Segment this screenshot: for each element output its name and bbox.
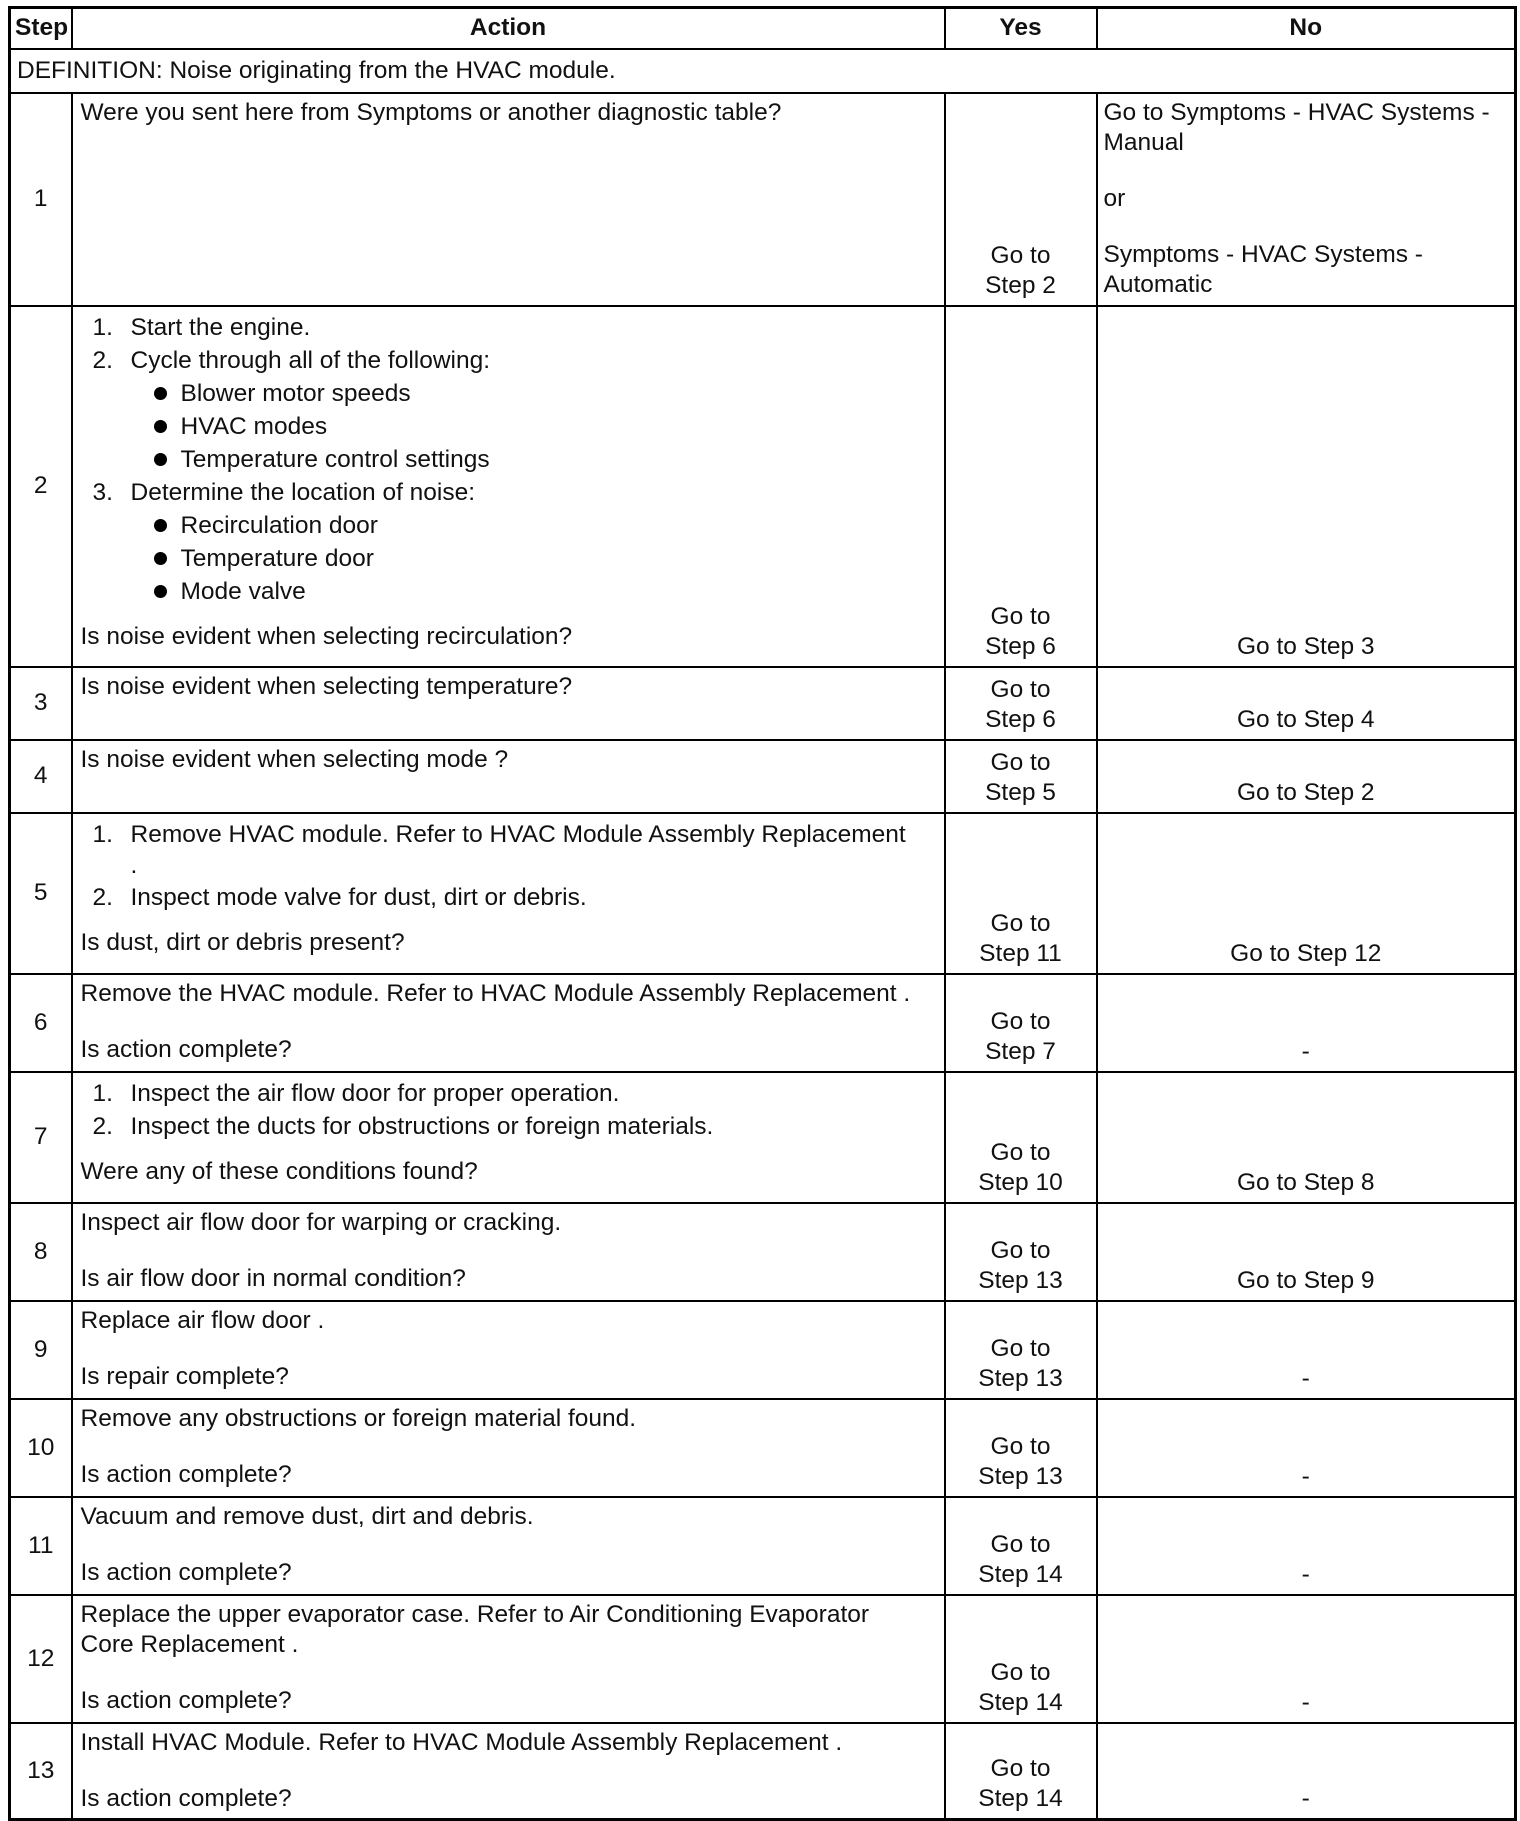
step-number: 4 <box>10 740 72 813</box>
action-question: Is dust, dirt or debris present? <box>80 928 405 956</box>
no-cell: Go to Step 9 <box>1097 1203 1516 1301</box>
step-number: 11 <box>10 1497 72 1595</box>
header-row <box>10 8 1516 49</box>
table-row <box>10 93 1516 306</box>
action-question: Is noise evident when selecting temperature? <box>72 667 945 740</box>
yes-cell <box>945 813 1097 974</box>
list-item: 2. Inspect the ducts for obstructions or foreign materials. <box>92 1112 714 1140</box>
yes-cell <box>945 974 1097 1072</box>
no-cell: - <box>1097 974 1516 1072</box>
no-line-2: or <box>1103 184 1126 212</box>
action-question: Is noise evident when selecting mode ? <box>72 740 945 813</box>
yes-line-1: Go to <box>990 602 1051 630</box>
step-number: 8 <box>10 1203 72 1301</box>
step-number: 6 <box>10 974 72 1072</box>
step-number: 12 <box>10 1595 72 1723</box>
yes-cell <box>945 1723 1097 1820</box>
no-cell: Go to Step 12 <box>1097 813 1516 974</box>
action-list <box>81 818 936 851</box>
action-text: Inspect air flow door for warping or cracking. <box>80 1208 562 1236</box>
yes-line-1: Go to <box>990 1138 1051 1166</box>
action-question: Is action complete? <box>80 1558 292 1586</box>
yes-line-2: Step 5 <box>985 778 1056 806</box>
list-item: 2. Cycle through all of the following: Blower motor speeds HVAC modes Temperature control settings <box>81 344 936 476</box>
action-cell <box>72 1399 945 1497</box>
action-question: Is action complete? <box>80 1460 292 1488</box>
action-cell <box>72 974 945 1072</box>
yes-cell <box>945 1497 1097 1595</box>
action-text: Install HVAC Module. Refer to HVAC Module Assembly Replacement . <box>80 1728 843 1756</box>
yes-cell <box>945 1595 1097 1723</box>
table-row <box>10 740 1516 813</box>
yes-line-1: Go to <box>990 748 1051 776</box>
action-cell <box>72 93 945 306</box>
list-item: 2. Inspect mode valve for dust, dirt or debris. <box>92 883 587 911</box>
yes-line-2: Step 13 <box>978 1364 1063 1392</box>
table-row <box>10 1497 1516 1595</box>
action-text: Replace air flow door . <box>80 1306 325 1334</box>
bullet-list <box>131 509 936 608</box>
action-cell <box>72 1723 945 1820</box>
table-row <box>10 1723 1516 1820</box>
yes-line-2: Step 11 <box>979 939 1062 967</box>
list-item-continuation: . <box>130 851 138 879</box>
yes-line-1: Go to <box>990 1007 1051 1035</box>
step-number: 3 <box>10 667 72 740</box>
list-item: 3. Determine the location of noise: Recirculation door Temperature door Mode valve <box>81 476 936 608</box>
no-cell: - <box>1097 1497 1516 1595</box>
no-cell: Go to Step 8 <box>1097 1072 1516 1203</box>
action-question: Is air flow door in normal condition? <box>80 1264 466 1292</box>
yes-line-2: Step 2 <box>985 271 1056 299</box>
action-cell <box>72 1301 945 1399</box>
yes-line-1: Go to <box>990 1236 1051 1264</box>
yes-cell <box>945 1072 1097 1203</box>
action-text: Replace the upper evaporator case. Refer to Air Conditioning Evaporator Core Replacement . <box>80 1600 870 1658</box>
action-cell <box>72 1595 945 1723</box>
yes-line-1: Go to <box>990 1432 1051 1460</box>
yes-cell <box>945 740 1097 813</box>
header-step: Step <box>10 8 72 49</box>
action-cell <box>72 1497 945 1595</box>
no-cell: Go to Step 3 <box>1097 306 1516 667</box>
yes-line-2: Step 14 <box>978 1688 1063 1716</box>
yes-line-2: Step 6 <box>985 632 1056 660</box>
action-list <box>81 1077 936 1143</box>
table-row <box>10 974 1516 1072</box>
action-text: Were you sent here from Symptoms or another diagnostic table? <box>80 98 782 126</box>
list-item: 1. Inspect the air flow door for proper operation. <box>92 1079 620 1107</box>
action-question: Is noise evident when selecting recirculation? <box>80 622 573 650</box>
action-list <box>81 311 936 608</box>
action-cell <box>72 1072 945 1203</box>
no-line-3: Symptoms - HVAC Systems - Automatic <box>1103 240 1423 298</box>
action-question: Were any of these conditions found? <box>80 1157 478 1185</box>
step-number: 2 <box>10 306 72 667</box>
yes-line-1: Go to <box>990 675 1051 703</box>
no-cell <box>1097 93 1516 306</box>
yes-cell <box>945 93 1097 306</box>
action-cell <box>72 813 945 974</box>
yes-cell <box>945 667 1097 740</box>
action-cell <box>72 306 945 667</box>
no-line-1: Go to Symptoms - HVAC Systems - Manual <box>1103 98 1490 156</box>
action-question: Is repair complete? <box>80 1362 289 1390</box>
no-cell: Go to Step 2 <box>1097 740 1516 813</box>
bullet-item: Mode valve <box>81 575 936 608</box>
table-row <box>10 1399 1516 1497</box>
yes-line-1: Go to <box>990 241 1051 269</box>
step-number: 13 <box>10 1723 72 1820</box>
definition-text: DEFINITION: Noise originating from the HVAC module. <box>10 49 1516 93</box>
yes-line-2: Step 10 <box>978 1168 1063 1196</box>
bullet-item: Temperature control settings <box>81 443 936 476</box>
step-number: 9 <box>10 1301 72 1399</box>
yes-line-1: Go to <box>990 909 1051 937</box>
yes-cell <box>945 306 1097 667</box>
table-row <box>10 667 1516 740</box>
yes-cell <box>945 1399 1097 1497</box>
table-row <box>10 813 1516 974</box>
table-row <box>10 1072 1516 1203</box>
yes-cell <box>945 1301 1097 1399</box>
table-row <box>10 306 1516 667</box>
definition-row <box>10 49 1516 93</box>
list-item: 1. Remove HVAC module. Refer to HVAC Module Assembly Replacement <box>92 820 906 848</box>
yes-line-1: Go to <box>990 1530 1051 1558</box>
yes-line-2: Step 13 <box>978 1266 1063 1294</box>
action-text: Vacuum and remove dust, dirt and debris. <box>80 1502 534 1530</box>
yes-line-1: Go to <box>990 1334 1051 1362</box>
yes-line-2: Step 13 <box>978 1462 1063 1490</box>
step-number: 10 <box>10 1399 72 1497</box>
step-number: 7 <box>10 1072 72 1203</box>
yes-line-2: Step 6 <box>985 705 1056 733</box>
bullet-item: Blower motor speeds <box>81 377 936 410</box>
yes-cell <box>945 1203 1097 1301</box>
table-row <box>10 1595 1516 1723</box>
no-cell: - <box>1097 1399 1516 1497</box>
diagnostic-table <box>8 6 1517 1821</box>
action-cell <box>72 1203 945 1301</box>
header-no: No <box>1097 8 1516 49</box>
action-list <box>81 881 936 914</box>
bullet-item: Recirculation door <box>81 509 936 542</box>
step-number: 1 <box>10 93 72 306</box>
no-cell: - <box>1097 1301 1516 1399</box>
header-action: Action <box>72 8 945 49</box>
yes-line-2: Step 7 <box>985 1037 1056 1065</box>
no-cell: - <box>1097 1595 1516 1723</box>
bullet-item: Temperature door <box>81 542 936 575</box>
action-question: Is action complete? <box>80 1686 292 1714</box>
table-row <box>10 1301 1516 1399</box>
yes-line-2: Step 14 <box>978 1785 1063 1812</box>
yes-line-1: Go to <box>990 1755 1051 1782</box>
step-number: 5 <box>10 813 72 974</box>
bullet-item: HVAC modes <box>81 410 936 443</box>
table-row <box>10 1203 1516 1301</box>
yes-line-1: Go to <box>990 1658 1051 1686</box>
header-yes: Yes <box>945 8 1097 49</box>
no-cell: - <box>1097 1723 1516 1820</box>
action-question: Is action complete? <box>80 1784 292 1812</box>
action-text: Remove any obstructions or foreign material found. <box>80 1404 637 1432</box>
no-cell: Go to Step 4 <box>1097 667 1516 740</box>
list-item: 1. Start the engine. <box>92 313 311 341</box>
action-text: Remove the HVAC module. Refer to HVAC Module Assembly Replacement . <box>80 979 911 1007</box>
yes-line-2: Step 14 <box>978 1560 1063 1588</box>
bullet-list <box>131 377 936 476</box>
action-question: Is action complete? <box>80 1035 292 1063</box>
